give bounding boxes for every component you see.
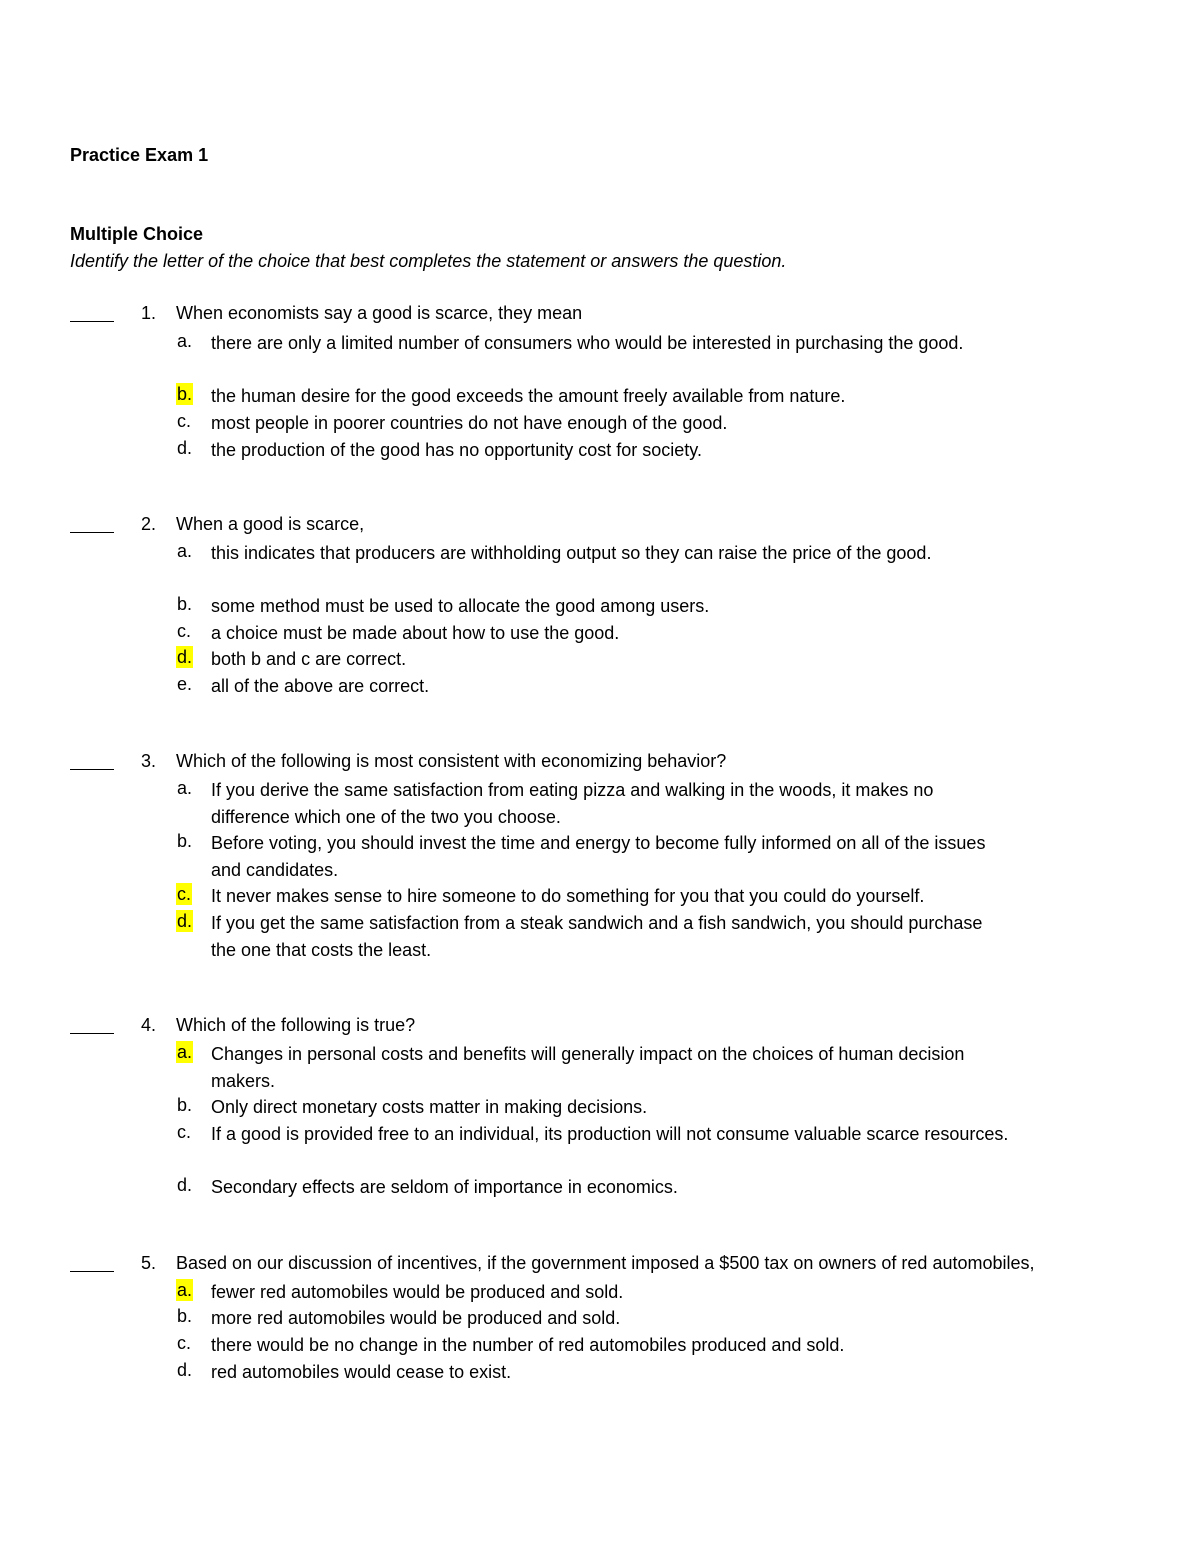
page-title: Practice Exam 1 bbox=[70, 145, 209, 165]
option-letter: b. bbox=[177, 1306, 193, 1326]
section-heading: Multiple Choice bbox=[70, 224, 204, 244]
option-text: this indicates that producers are withholding output so they can raise the price of the good. bbox=[211, 543, 932, 563]
option-text: more red automobiles would be produced and sold. bbox=[211, 1308, 621, 1328]
option-letter: b. bbox=[177, 1095, 193, 1115]
option-letter: c. bbox=[177, 411, 192, 431]
option-letter-highlighted: d. bbox=[177, 647, 193, 667]
option-letter: b. bbox=[177, 831, 193, 851]
option-text: both b and c are correct. bbox=[211, 649, 407, 669]
question-stem: When a good is scarce, bbox=[176, 514, 365, 534]
option-text: all of the above are correct. bbox=[211, 676, 430, 696]
question-stem: Which of the following is true? bbox=[176, 1015, 416, 1035]
option-text: the production of the good has no opportunity cost for society. bbox=[211, 440, 702, 460]
option-letter-highlighted: d. bbox=[177, 911, 193, 931]
option-letter-highlighted: c. bbox=[177, 884, 192, 904]
option-text: fewer red automobiles would be produced and sold. bbox=[211, 1282, 624, 1302]
option-text: If you get the same satisfaction from a steak sandwich and a fish sandwich, you should purchase the one that costs the least. bbox=[211, 913, 983, 960]
answer-blank bbox=[70, 1033, 114, 1034]
option-letter-highlighted: a. bbox=[177, 1280, 193, 1300]
option-letter: d. bbox=[177, 1175, 193, 1195]
option-letter: d. bbox=[177, 1360, 193, 1380]
option-letter: c. bbox=[177, 1333, 192, 1353]
option-text: Only direct monetary costs matter in making decisions. bbox=[211, 1097, 648, 1117]
question-number: 4. bbox=[141, 1015, 157, 1035]
option-text: If you derive the same satisfaction from eating pizza and walking in the woods, it makes no difference which one of the two you choose. bbox=[211, 780, 934, 827]
option-letter: e. bbox=[177, 674, 193, 694]
question-stem: When economists say a good is scarce, they mean bbox=[176, 303, 583, 323]
option-text: Before voting, you should invest the time and energy to become fully informed on all of the issues and candidates. bbox=[211, 833, 986, 880]
option-text: Secondary effects are seldom of importance in economics. bbox=[211, 1177, 678, 1197]
question-stem: Based on our discussion of incentives, if the government imposed a $500 tax on owners of red automobiles, bbox=[176, 1253, 1035, 1273]
option-text: red automobiles would cease to exist. bbox=[211, 1362, 512, 1382]
question-number: 1. bbox=[141, 303, 157, 323]
option-text: most people in poorer countries do not have enough of the good. bbox=[211, 413, 728, 433]
option-text: If a good is provided free to an individual, its production will not consume valuable scarce resources. bbox=[211, 1124, 1009, 1144]
option-letter: a. bbox=[177, 331, 193, 351]
question-number: 5. bbox=[141, 1253, 157, 1273]
option-text: some method must be used to allocate the good among users. bbox=[211, 596, 710, 616]
instructions-text: Identify the letter of the choice that best completes the statement or answers the question. bbox=[70, 251, 787, 271]
option-text: there would be no change in the number of red automobiles produced and sold. bbox=[211, 1335, 845, 1355]
option-text: the human desire for the good exceeds the amount freely available from nature. bbox=[211, 386, 846, 406]
option-text: It never makes sense to hire someone to do something for you that you could do yourself. bbox=[211, 886, 925, 906]
option-letter: a. bbox=[177, 541, 193, 561]
option-text: Changes in personal costs and benefits will generally impact on the choices of human decision makers. bbox=[211, 1044, 965, 1091]
option-letter: c. bbox=[177, 1122, 192, 1142]
option-text: a choice must be made about how to use the good. bbox=[211, 623, 620, 643]
question-number: 3. bbox=[141, 751, 157, 771]
option-letter-highlighted: b. bbox=[177, 384, 193, 404]
question-stem: Which of the following is most consistent with economizing behavior? bbox=[176, 751, 727, 771]
option-letter: d. bbox=[177, 438, 193, 458]
option-letter: b. bbox=[177, 594, 193, 614]
option-letter: a. bbox=[177, 778, 193, 798]
answer-blank bbox=[70, 532, 114, 533]
answer-blank bbox=[70, 321, 114, 322]
option-text: there are only a limited number of consumers who would be interested in purchasing the good. bbox=[211, 333, 964, 353]
question-number: 2. bbox=[141, 514, 157, 534]
answer-blank bbox=[70, 769, 114, 770]
option-letter-highlighted: a. bbox=[177, 1042, 193, 1062]
option-letter: c. bbox=[177, 621, 192, 641]
answer-blank bbox=[70, 1271, 114, 1272]
